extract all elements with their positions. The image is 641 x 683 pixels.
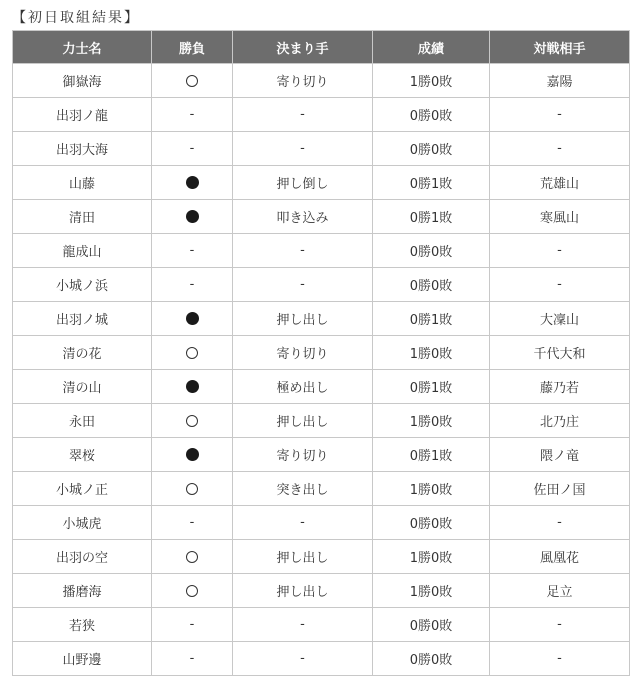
header-result: 勝負 bbox=[152, 31, 233, 64]
table-row bbox=[13, 166, 630, 200]
result-cell bbox=[152, 200, 233, 234]
record-cell: 0勝1敗 bbox=[373, 370, 490, 404]
kimarite-cell: - bbox=[233, 234, 373, 268]
table-row bbox=[13, 200, 630, 234]
wrestler-name: 小城ノ浜 bbox=[13, 268, 152, 302]
result-cell bbox=[152, 540, 233, 574]
wrestler-name: 播磨海 bbox=[13, 574, 152, 608]
kimarite-cell: 突き出し bbox=[233, 472, 373, 506]
table-row bbox=[13, 574, 630, 608]
wrestler-name: 清の花 bbox=[13, 336, 152, 370]
record-cell: 0勝0敗 bbox=[373, 642, 490, 676]
kimarite-cell: 叩き込み bbox=[233, 200, 373, 234]
kimarite-cell: 寄り切り bbox=[233, 336, 373, 370]
header-record: 成績 bbox=[373, 31, 490, 64]
record-cell: 1勝0敗 bbox=[373, 404, 490, 438]
opponent-cell: - bbox=[490, 132, 630, 166]
kimarite-cell: - bbox=[233, 268, 373, 302]
opponent-cell: 大凜山 bbox=[490, 302, 630, 336]
record-cell: 0勝0敗 bbox=[373, 132, 490, 166]
loss-mark-icon bbox=[186, 210, 199, 223]
result-cell bbox=[152, 132, 233, 166]
win-mark-icon bbox=[186, 585, 198, 597]
record-cell: 1勝0敗 bbox=[373, 64, 490, 98]
table-row bbox=[13, 472, 630, 506]
kimarite-cell: - bbox=[233, 98, 373, 132]
result-cell bbox=[152, 642, 233, 676]
no-bout-dash: - bbox=[189, 651, 195, 666]
win-mark-icon bbox=[186, 551, 198, 563]
table-row bbox=[13, 268, 630, 302]
opponent-cell: 藤乃若 bbox=[490, 370, 630, 404]
opponent-cell: 千代大和 bbox=[490, 336, 630, 370]
kimarite-cell: - bbox=[233, 642, 373, 676]
wrestler-name: 山野邊 bbox=[13, 642, 152, 676]
table-row bbox=[13, 336, 630, 370]
record-cell: 1勝0敗 bbox=[373, 336, 490, 370]
opponent-cell: - bbox=[490, 234, 630, 268]
header-kimarite: 決まり手 bbox=[233, 31, 373, 64]
opponent-cell: 嘉陽 bbox=[490, 64, 630, 98]
record-cell: 0勝1敗 bbox=[373, 302, 490, 336]
no-bout-dash: - bbox=[189, 141, 195, 156]
win-mark-icon bbox=[186, 75, 198, 87]
header-row bbox=[13, 31, 630, 64]
wrestler-name: 永田 bbox=[13, 404, 152, 438]
result-cell bbox=[152, 98, 233, 132]
kimarite-cell: - bbox=[233, 132, 373, 166]
wrestler-name: 龍成山 bbox=[13, 234, 152, 268]
table-row bbox=[13, 438, 630, 472]
table-row bbox=[13, 540, 630, 574]
table-row bbox=[13, 642, 630, 676]
table-row bbox=[13, 506, 630, 540]
win-mark-icon bbox=[186, 483, 198, 495]
result-cell bbox=[152, 370, 233, 404]
opponent-cell: - bbox=[490, 98, 630, 132]
results-table bbox=[12, 30, 630, 676]
result-cell bbox=[152, 64, 233, 98]
record-cell: 0勝1敗 bbox=[373, 438, 490, 472]
record-cell: 0勝1敗 bbox=[373, 200, 490, 234]
wrestler-name: 清田 bbox=[13, 200, 152, 234]
record-cell: 0勝0敗 bbox=[373, 98, 490, 132]
result-cell bbox=[152, 608, 233, 642]
record-cell: 1勝0敗 bbox=[373, 472, 490, 506]
wrestler-name: 出羽の空 bbox=[13, 540, 152, 574]
table-row bbox=[13, 370, 630, 404]
opponent-cell: 北乃庄 bbox=[490, 404, 630, 438]
result-cell bbox=[152, 336, 233, 370]
header-opponent: 対戦相手 bbox=[490, 31, 630, 64]
no-bout-dash: - bbox=[189, 617, 195, 632]
kimarite-cell: 押し出し bbox=[233, 302, 373, 336]
kimarite-cell: 寄り切り bbox=[233, 438, 373, 472]
result-cell bbox=[152, 438, 233, 472]
table-row bbox=[13, 404, 630, 438]
table-row bbox=[13, 608, 630, 642]
table-caption: 【初日取組結果】 bbox=[12, 10, 140, 26]
wrestler-name: 小城虎 bbox=[13, 506, 152, 540]
result-cell bbox=[152, 166, 233, 200]
record-cell: 1勝0敗 bbox=[373, 540, 490, 574]
result-cell bbox=[152, 472, 233, 506]
record-cell: 0勝0敗 bbox=[373, 608, 490, 642]
result-cell bbox=[152, 404, 233, 438]
opponent-cell: - bbox=[490, 642, 630, 676]
win-mark-icon bbox=[186, 415, 198, 427]
opponent-cell: 寒風山 bbox=[490, 200, 630, 234]
result-cell bbox=[152, 574, 233, 608]
header-wrestler: 力士名 bbox=[13, 31, 152, 64]
opponent-cell: - bbox=[490, 608, 630, 642]
wrestler-name: 山藤 bbox=[13, 166, 152, 200]
opponent-cell: 荒雄山 bbox=[490, 166, 630, 200]
kimarite-cell: 押し倒し bbox=[233, 166, 373, 200]
no-bout-dash: - bbox=[189, 277, 195, 292]
kimarite-cell: - bbox=[233, 608, 373, 642]
opponent-cell: 佐田ノ国 bbox=[490, 472, 630, 506]
record-cell: 0勝0敗 bbox=[373, 234, 490, 268]
loss-mark-icon bbox=[186, 176, 199, 189]
loss-mark-icon bbox=[186, 312, 199, 325]
table-row bbox=[13, 64, 630, 98]
kimarite-cell: 寄り切り bbox=[233, 64, 373, 98]
kimarite-cell: - bbox=[233, 506, 373, 540]
result-cell bbox=[152, 302, 233, 336]
result-cell bbox=[152, 268, 233, 302]
opponent-cell: - bbox=[490, 268, 630, 302]
loss-mark-icon bbox=[186, 448, 199, 461]
kimarite-cell: 極め出し bbox=[233, 370, 373, 404]
wrestler-name: 小城ノ正 bbox=[13, 472, 152, 506]
record-cell: 0勝1敗 bbox=[373, 166, 490, 200]
table-row bbox=[13, 234, 630, 268]
no-bout-dash: - bbox=[189, 515, 195, 530]
table-row bbox=[13, 302, 630, 336]
result-cell bbox=[152, 506, 233, 540]
wrestler-name: 若狭 bbox=[13, 608, 152, 642]
no-bout-dash: - bbox=[189, 107, 195, 122]
kimarite-cell: 押し出し bbox=[233, 540, 373, 574]
opponent-cell: 隈ノ竜 bbox=[490, 438, 630, 472]
wrestler-name: 出羽大海 bbox=[13, 132, 152, 166]
table-row bbox=[13, 98, 630, 132]
loss-mark-icon bbox=[186, 380, 199, 393]
kimarite-cell: 押し出し bbox=[233, 404, 373, 438]
kimarite-cell: 押し出し bbox=[233, 574, 373, 608]
wrestler-name: 出羽ノ龍 bbox=[13, 98, 152, 132]
table-row bbox=[13, 132, 630, 166]
wrestler-name: 清の山 bbox=[13, 370, 152, 404]
opponent-cell: 足立 bbox=[490, 574, 630, 608]
opponent-cell: - bbox=[490, 506, 630, 540]
win-mark-icon bbox=[186, 347, 198, 359]
record-cell: 0勝0敗 bbox=[373, 268, 490, 302]
opponent-cell: 風凰花 bbox=[490, 540, 630, 574]
wrestler-name: 御嶽海 bbox=[13, 64, 152, 98]
no-bout-dash: - bbox=[189, 243, 195, 258]
wrestler-name: 翠桜 bbox=[13, 438, 152, 472]
wrestler-name: 出羽ノ城 bbox=[13, 302, 152, 336]
result-cell bbox=[152, 234, 233, 268]
record-cell: 1勝0敗 bbox=[373, 574, 490, 608]
record-cell: 0勝0敗 bbox=[373, 506, 490, 540]
